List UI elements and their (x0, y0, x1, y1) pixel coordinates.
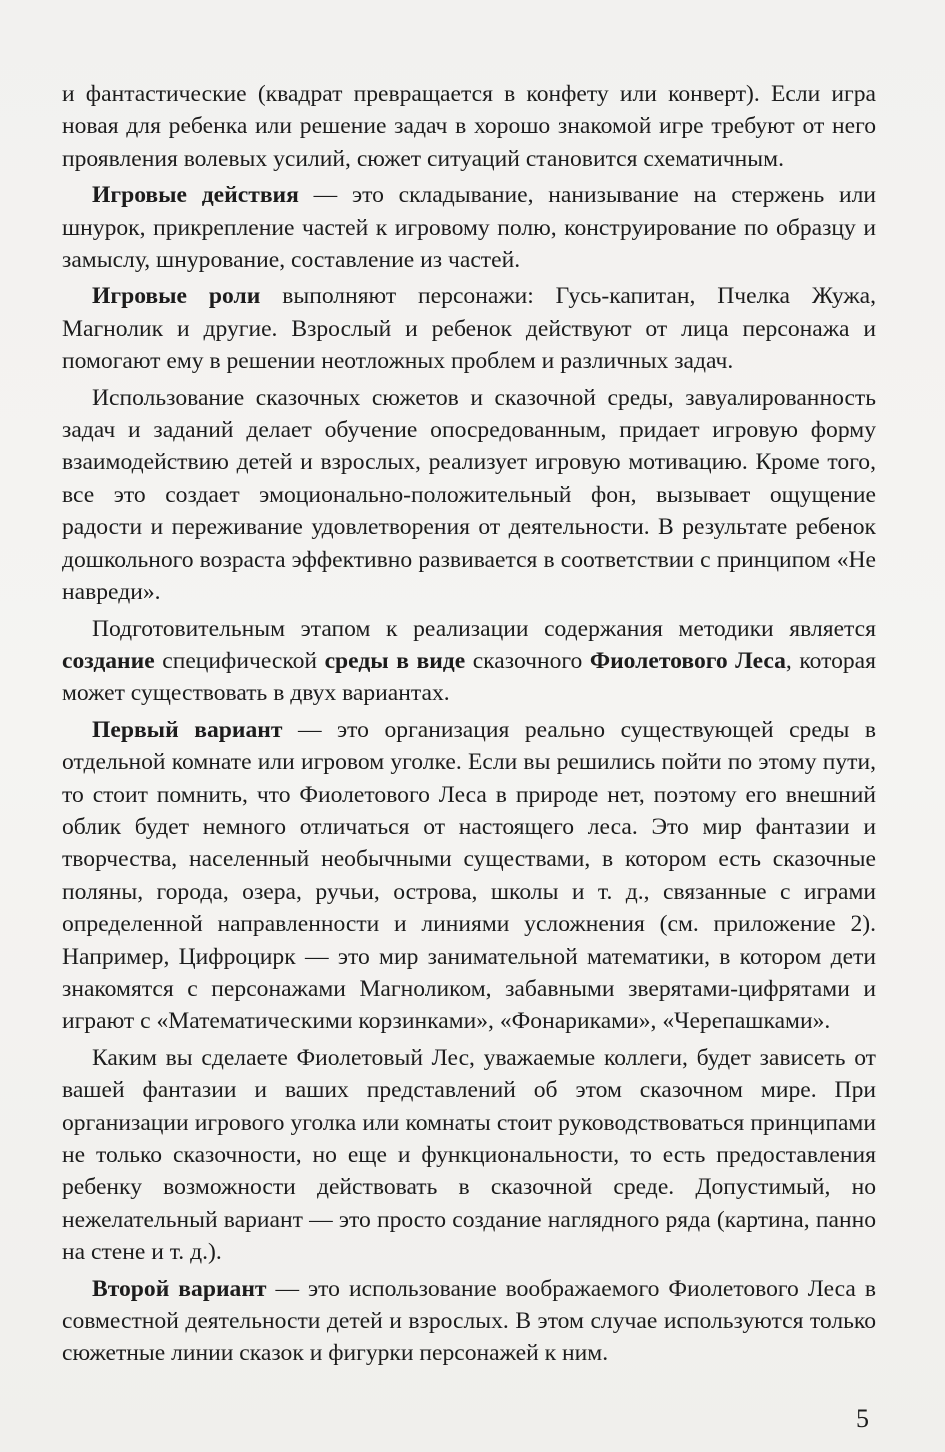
bold-term: Второй вариант (92, 1275, 267, 1302)
bold-term: Игровые роли (92, 283, 261, 310)
text-run: Каким вы сделаете Фиолетовый Лес, уважаемые коллеги, будет зависеть от вашей фантазии и ваших представлений об этом сказочном мире. При организации игрового уголка или комнаты стоит руководствоваться принципами не только сказочности, но еще и функциональности, то есть предоставления ребенку возможности действовать в сказочной среде. Допустимый, но нежелательный вариант — это просто создание наглядного ряда (картина, панно на стене и т. д.). (62, 1044, 876, 1266)
paragraph-game-roles (62, 280, 876, 377)
bold-term: Фиолетового Леса (589, 647, 786, 674)
page-number: 5 (856, 1404, 869, 1433)
text-run: Подготовительным этапом к реализации содержания методики является (92, 615, 876, 642)
bold-term: среды в виде (324, 647, 466, 674)
paragraph-second-variant (62, 1273, 876, 1370)
body-text (62, 78, 876, 1374)
paragraph-continuation (62, 78, 876, 175)
text-run: специфической (154, 647, 325, 674)
paragraph-preparatory-stage (62, 613, 876, 710)
bold-term: создание (62, 647, 155, 674)
text-run: сказочного (465, 647, 590, 674)
text-run: и фантастические (квадрат превращается в конфету или конверт). Если игра новая для ребенка или решение задач в хорошо знакомой игре требуют от него проявления волевых усилий, сюжет ситуаций становится схематичным. (62, 81, 876, 172)
bold-term: Игровые действия (92, 182, 299, 209)
text-run: — это складывание, нанизывание на стержень или шнурок, прикрепление частей к игровому полю, конструирование по образцу и замыслу, шнурование, составление из частей. (62, 182, 877, 274)
text-run: — это организация реально существующей среды в отдельной комнате или игровом уголке. Если вы решились пойти по этому пути, то стоит помнить, что Фиолетового Леса в природе нет, поэтому его внешний облик будет немного отличаться от настоящего леса. Это мир фантазии и творчества, населенный необычными существами, в котором есть сказочные поляны, города, озера, ручьи, острова, школы и т. д., связанные с играми определенной направленности и линиями усложнения (см. приложение 2). Например, Цифроцирк — это мир занимательной математики, в котором дети знакомятся с персонажами Магноликом, забавными зверятами-цифрятами и играют с «Математическими корзинками», «Фонариками», «Черепашками». (62, 716, 877, 1035)
paragraph-first-variant (62, 714, 876, 1038)
paragraph-game-actions (62, 179, 876, 276)
text-run: Использование сказочных сюжетов и сказочной среды, завуалированность задач и заданий делает обучение опосредованным, придает игровую форму взаимодействию детей и взрослых, реализует игровую мотивацию. Кроме того, все это создает эмоционально-положительный фон, вызывает ощущение радости и переживание удовлетворения от деятельности. В результате ребенок дошкольного возраста эффективно развивается в соответствии с принципом «Не навреди». (62, 384, 876, 606)
paragraph-how-to-make (62, 1042, 876, 1269)
paragraph-fairy-plots (62, 382, 876, 609)
text-run: — это использование воображаемого Фиолетового Леса в совместной деятельности детей и взрослых. В этом случае используются только сюжетные линии сказок и фигурки персонажей к ним. (62, 1275, 876, 1367)
text-run: выполняют персонажи: Гусь-капитан, Пчелка Жужа, Магнолик и другие. Взрослый и ребенок действуют от лица персонажа и помогают ему в решении неотложных проблем и различных задач. (62, 283, 876, 375)
bold-term: Первый вариант (92, 716, 283, 743)
text-run: , которая может существовать в двух вариантах. (62, 647, 876, 707)
